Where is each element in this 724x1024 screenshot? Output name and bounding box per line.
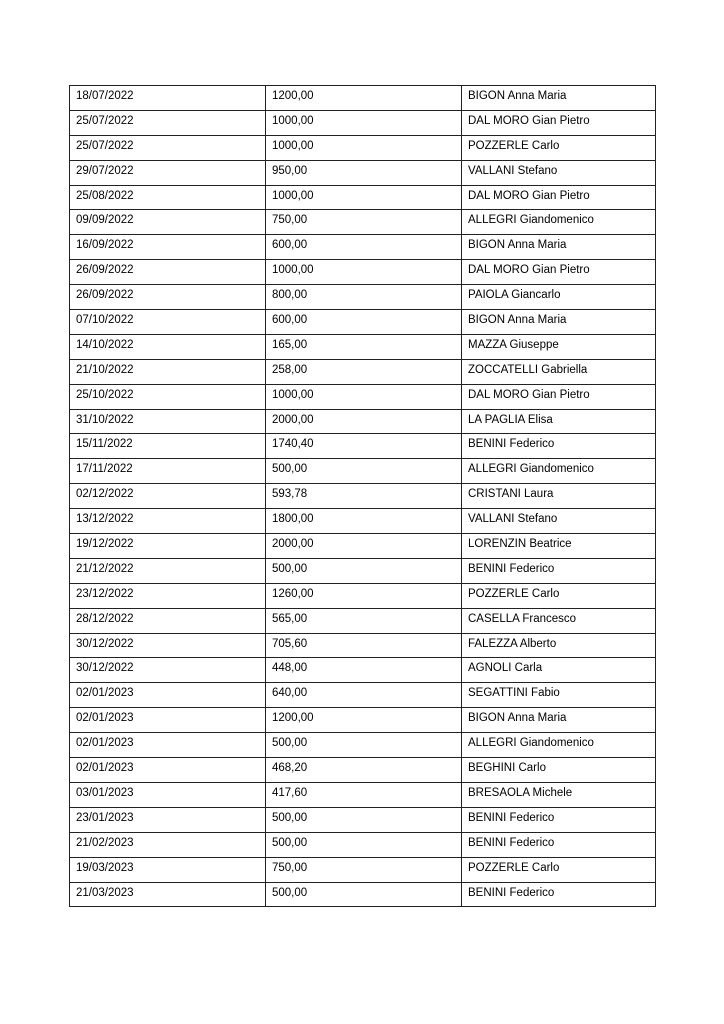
name-cell: BENINI Federico [462, 558, 656, 583]
table-row [70, 185, 656, 210]
amount-cell: 1000,00 [266, 110, 462, 135]
table-row [70, 882, 656, 907]
table-row [70, 285, 656, 310]
name-cell: VALLANI Stefano [462, 160, 656, 185]
table-row [70, 359, 656, 384]
amount-cell: 2000,00 [266, 534, 462, 559]
date-cell: 25/07/2022 [70, 110, 266, 135]
amount-cell: 640,00 [266, 683, 462, 708]
date-cell: 21/02/2023 [70, 832, 266, 857]
name-cell: PAIOLA Giancarlo [462, 285, 656, 310]
date-cell: 21/10/2022 [70, 359, 266, 384]
date-cell: 21/12/2022 [70, 558, 266, 583]
table-row [70, 758, 656, 783]
table-row [70, 857, 656, 882]
table-row [70, 459, 656, 484]
name-cell: DAL MORO Gian Pietro [462, 260, 656, 285]
amount-cell: 500,00 [266, 558, 462, 583]
amount-cell: 417,60 [266, 782, 462, 807]
amount-cell: 1260,00 [266, 583, 462, 608]
table-row [70, 708, 656, 733]
amount-cell: 500,00 [266, 459, 462, 484]
date-cell: 03/01/2023 [70, 782, 266, 807]
table-row [70, 334, 656, 359]
table-row [70, 384, 656, 409]
table-row [70, 832, 656, 857]
name-cell: DAL MORO Gian Pietro [462, 185, 656, 210]
name-cell: DAL MORO Gian Pietro [462, 384, 656, 409]
date-cell: 23/01/2023 [70, 807, 266, 832]
date-cell: 19/03/2023 [70, 857, 266, 882]
name-cell: BRESAOLA Michele [462, 782, 656, 807]
name-cell: CASELLA Francesco [462, 608, 656, 633]
date-cell: 09/09/2022 [70, 210, 266, 235]
date-cell: 25/07/2022 [70, 135, 266, 160]
date-cell: 13/12/2022 [70, 509, 266, 534]
table-row [70, 110, 656, 135]
table-row [70, 86, 656, 111]
amount-cell: 500,00 [266, 733, 462, 758]
table-row [70, 658, 656, 683]
name-cell: BIGON Anna Maria [462, 86, 656, 111]
name-cell: ALLEGRI Giandomenico [462, 733, 656, 758]
date-cell: 02/01/2023 [70, 758, 266, 783]
table-row [70, 633, 656, 658]
date-cell: 30/12/2022 [70, 658, 266, 683]
amount-cell: 1000,00 [266, 185, 462, 210]
name-cell: POZZERLE Carlo [462, 135, 656, 160]
name-cell: ZOCCATELLI Gabriella [462, 359, 656, 384]
table-row [70, 484, 656, 509]
table-body [70, 86, 656, 907]
table-row [70, 310, 656, 335]
table-row [70, 683, 656, 708]
table-row [70, 160, 656, 185]
name-cell: CRISTANI Laura [462, 484, 656, 509]
name-cell: BIGON Anna Maria [462, 708, 656, 733]
amount-cell: 565,00 [266, 608, 462, 633]
date-cell: 16/09/2022 [70, 235, 266, 260]
name-cell: DAL MORO Gian Pietro [462, 110, 656, 135]
name-cell: POZZERLE Carlo [462, 857, 656, 882]
amount-cell: 1200,00 [266, 86, 462, 111]
amount-cell: 258,00 [266, 359, 462, 384]
date-cell: 31/10/2022 [70, 409, 266, 434]
amount-cell: 1000,00 [266, 384, 462, 409]
date-cell: 02/01/2023 [70, 708, 266, 733]
amount-cell: 165,00 [266, 334, 462, 359]
date-cell: 25/08/2022 [70, 185, 266, 210]
name-cell: BEGHINI Carlo [462, 758, 656, 783]
date-cell: 25/10/2022 [70, 384, 266, 409]
amount-cell: 1740,40 [266, 434, 462, 459]
amount-cell: 500,00 [266, 807, 462, 832]
name-cell: BENINI Federico [462, 807, 656, 832]
date-cell: 28/12/2022 [70, 608, 266, 633]
name-cell: BIGON Anna Maria [462, 235, 656, 260]
name-cell: BENINI Federico [462, 832, 656, 857]
amount-cell: 600,00 [266, 310, 462, 335]
amount-cell: 1800,00 [266, 509, 462, 534]
amount-cell: 600,00 [266, 235, 462, 260]
name-cell: BENINI Federico [462, 882, 656, 907]
table-row [70, 782, 656, 807]
table-row [70, 534, 656, 559]
date-cell: 15/11/2022 [70, 434, 266, 459]
table-row [70, 558, 656, 583]
date-cell: 02/01/2023 [70, 683, 266, 708]
table-row [70, 210, 656, 235]
table-row [70, 235, 656, 260]
name-cell: LA PAGLIA Elisa [462, 409, 656, 434]
amount-cell: 468,20 [266, 758, 462, 783]
amount-cell: 950,00 [266, 160, 462, 185]
amount-cell: 800,00 [266, 285, 462, 310]
date-cell: 29/07/2022 [70, 160, 266, 185]
date-cell: 26/09/2022 [70, 260, 266, 285]
date-cell: 23/12/2022 [70, 583, 266, 608]
table-row [70, 409, 656, 434]
amount-cell: 448,00 [266, 658, 462, 683]
name-cell: POZZERLE Carlo [462, 583, 656, 608]
amount-cell: 750,00 [266, 210, 462, 235]
amount-cell: 1000,00 [266, 260, 462, 285]
date-cell: 02/12/2022 [70, 484, 266, 509]
table-row [70, 509, 656, 534]
name-cell: ALLEGRI Giandomenico [462, 210, 656, 235]
date-cell: 07/10/2022 [70, 310, 266, 335]
date-cell: 30/12/2022 [70, 633, 266, 658]
name-cell: AGNOLI Carla [462, 658, 656, 683]
date-cell: 02/01/2023 [70, 733, 266, 758]
name-cell: ALLEGRI Giandomenico [462, 459, 656, 484]
table-row [70, 608, 656, 633]
date-cell: 19/12/2022 [70, 534, 266, 559]
date-cell: 21/03/2023 [70, 882, 266, 907]
name-cell: LORENZIN Beatrice [462, 534, 656, 559]
amount-cell: 500,00 [266, 832, 462, 857]
document-page [69, 85, 655, 907]
table-row [70, 434, 656, 459]
table-row [70, 135, 656, 160]
table-row [70, 733, 656, 758]
amount-cell: 750,00 [266, 857, 462, 882]
date-cell: 14/10/2022 [70, 334, 266, 359]
name-cell: MAZZA Giuseppe [462, 334, 656, 359]
amount-cell: 1200,00 [266, 708, 462, 733]
amount-cell: 705,60 [266, 633, 462, 658]
date-cell: 26/09/2022 [70, 285, 266, 310]
name-cell: BIGON Anna Maria [462, 310, 656, 335]
table-row [70, 583, 656, 608]
name-cell: VALLANI Stefano [462, 509, 656, 534]
name-cell: SEGATTINI Fabio [462, 683, 656, 708]
date-cell: 17/11/2022 [70, 459, 266, 484]
table-row [70, 807, 656, 832]
amount-cell: 500,00 [266, 882, 462, 907]
donations-table [69, 85, 656, 907]
amount-cell: 593,78 [266, 484, 462, 509]
amount-cell: 1000,00 [266, 135, 462, 160]
date-cell: 18/07/2022 [70, 86, 266, 111]
name-cell: BENINI Federico [462, 434, 656, 459]
name-cell: FALEZZA Alberto [462, 633, 656, 658]
amount-cell: 2000,00 [266, 409, 462, 434]
table-row [70, 260, 656, 285]
